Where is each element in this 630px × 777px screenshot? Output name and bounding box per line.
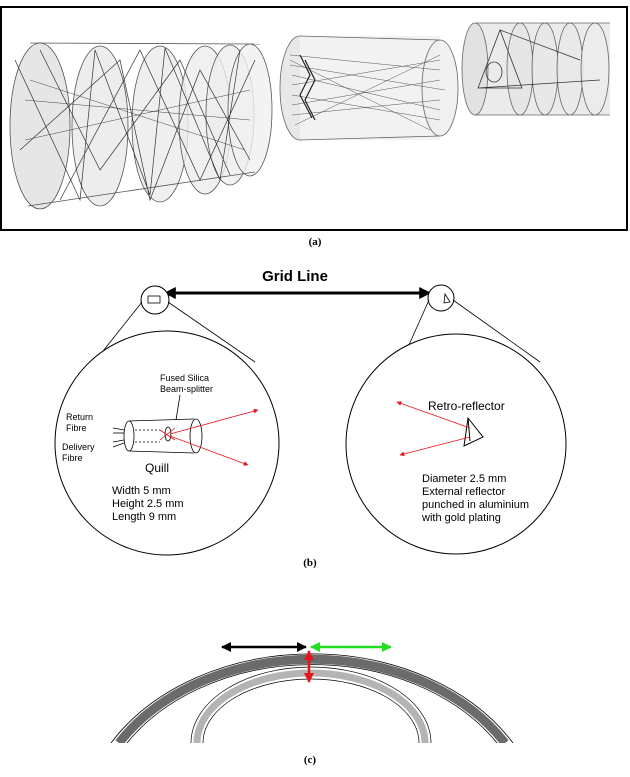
caption-a: (a) <box>308 236 322 248</box>
quill-spec-1: Width 5 mm <box>112 485 171 497</box>
retro-spec-4: with gold plating <box>422 512 501 524</box>
quill-name: Quill <box>145 461 170 475</box>
quill-small-circle <box>141 286 169 314</box>
return-fibre-label-1: Return <box>66 412 94 422</box>
caption-b: (b) <box>303 557 317 569</box>
delivery-fibre-label-2: Fibre <box>62 453 83 463</box>
cylinder-2 <box>280 36 458 140</box>
quill-label-top-1: Fused Silica <box>160 373 210 383</box>
retro-spec-3: punched in aluminium <box>422 499 530 511</box>
cylinder-3 <box>462 23 610 115</box>
caption-c: (c) <box>303 754 317 766</box>
retro-spec-2: External reflector <box>422 486 506 498</box>
panel-c <box>111 647 513 766</box>
inner-ring <box>197 673 425 743</box>
retro-name: Retro-reflector <box>428 399 505 413</box>
panel-a <box>1 7 627 248</box>
inner-ring-edge-outer <box>191 667 431 743</box>
return-fibre-label-2: Fibre <box>66 423 87 433</box>
quill-spec-2: Height 2.5 mm <box>112 498 184 510</box>
grid-line-title: Grid Line <box>262 268 328 285</box>
quill-spec-3: Length 9 mm <box>112 511 177 523</box>
retro-spec-1: Diameter 2.5 mm <box>422 473 507 485</box>
panel-b <box>55 268 566 569</box>
quill-label-top-2: Beam-splitter <box>160 384 214 394</box>
retro-small-circle <box>428 285 454 311</box>
delivery-fibre-label-1: Delivery <box>62 442 95 452</box>
